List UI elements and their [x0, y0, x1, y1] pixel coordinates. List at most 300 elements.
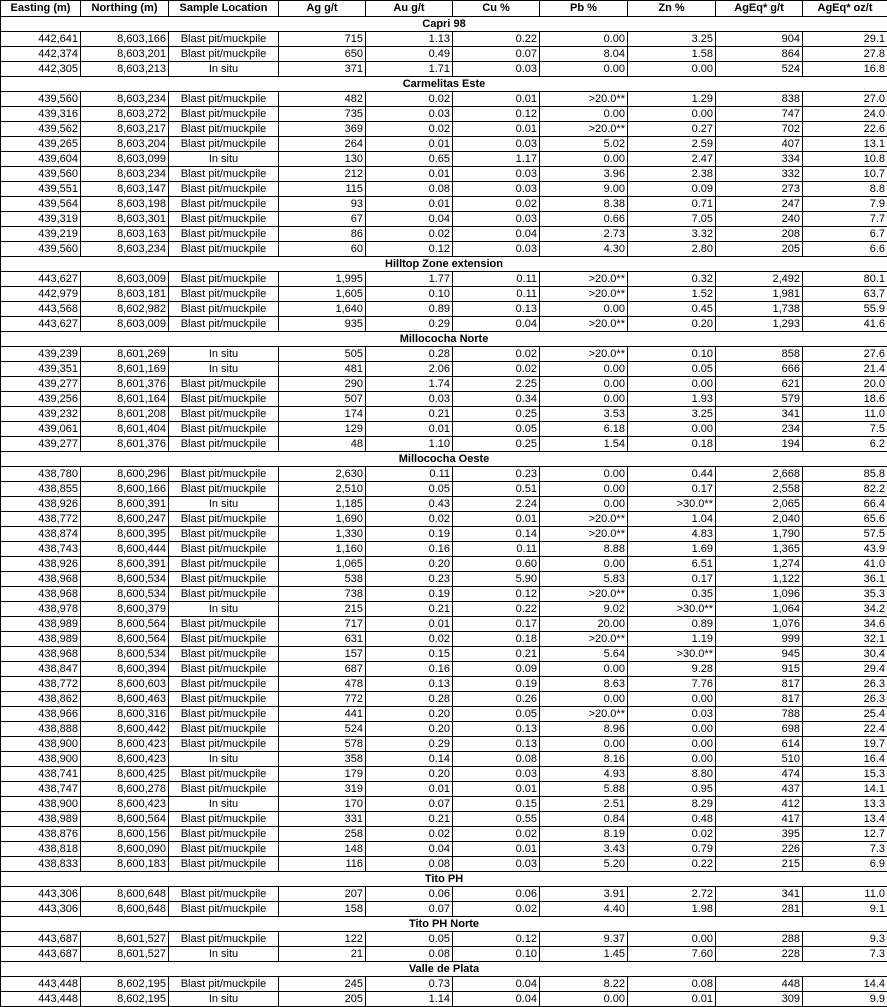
cell-northing: 8,600,534: [81, 587, 169, 602]
cell-zn: 9.28: [628, 662, 716, 677]
cell-zn: 4.83: [628, 527, 716, 542]
cell-pb: >20.0**: [540, 527, 628, 542]
cell-easting: 438,978: [1, 602, 81, 617]
cell-ag: 67: [279, 212, 366, 227]
cell-cu: 0.02: [453, 347, 540, 362]
table-row: [1, 812, 887, 827]
cell-easting: 438,966: [1, 707, 81, 722]
cell-ag: 2,510: [279, 482, 366, 497]
cell-easting: 439,560: [1, 242, 81, 257]
cell-ageq-gt: 788: [716, 707, 803, 722]
cell-ageq-ozt: 7.5: [803, 422, 887, 437]
cell-cu: 0.22: [453, 32, 540, 47]
table-row: [1, 122, 887, 137]
table-row: [1, 887, 887, 902]
cell-ag: 505: [279, 347, 366, 362]
table-row: [1, 197, 887, 212]
cell-ag: 650: [279, 47, 366, 62]
cell-zn: 0.00: [628, 737, 716, 752]
cell-cu: 0.13: [453, 302, 540, 317]
cell-zn: 0.18: [628, 437, 716, 452]
cell-easting: 443,568: [1, 302, 81, 317]
cell-sample-location: Blast pit/muckpile: [169, 392, 279, 407]
cell-pb: >20.0**: [540, 632, 628, 647]
header-ageq-gt: AgEq* g/t: [716, 1, 803, 17]
cell-au: 0.12: [366, 242, 453, 257]
section-header-row: [1, 257, 887, 272]
cell-sample-location: Blast pit/muckpile: [169, 812, 279, 827]
cell-ageq-gt: 1,076: [716, 617, 803, 632]
cell-ageq-gt: 1,790: [716, 527, 803, 542]
cell-ag: 735: [279, 107, 366, 122]
cell-cu: 0.19: [453, 677, 540, 692]
cell-northing: 8,603,213: [81, 62, 169, 77]
table-row: [1, 572, 887, 587]
cell-easting: 443,448: [1, 977, 81, 992]
cell-pb: 0.00: [540, 662, 628, 677]
cell-cu: 0.01: [453, 122, 540, 137]
cell-ag: 60: [279, 242, 366, 257]
table-row: [1, 722, 887, 737]
cell-northing: 8,600,534: [81, 572, 169, 587]
cell-ageq-ozt: 36.1: [803, 572, 887, 587]
cell-ageq-gt: 1,122: [716, 572, 803, 587]
cell-northing: 8,600,166: [81, 482, 169, 497]
cell-northing: 8,603,147: [81, 182, 169, 197]
cell-easting: 439,560: [1, 167, 81, 182]
cell-ageq-ozt: 27.6: [803, 347, 887, 362]
table-row: [1, 407, 887, 422]
cell-ageq-gt: 2,040: [716, 512, 803, 527]
header-easting: Easting (m): [1, 1, 81, 17]
cell-northing: 8,602,195: [81, 992, 169, 1007]
cell-ag: 331: [279, 812, 366, 827]
cell-ageq-ozt: 29.1: [803, 32, 887, 47]
cell-ageq-ozt: 26.3: [803, 677, 887, 692]
table-row: [1, 467, 887, 482]
cell-zn: 3.25: [628, 407, 716, 422]
cell-ageq-ozt: 14.1: [803, 782, 887, 797]
cell-ag: 86: [279, 227, 366, 242]
cell-pb: 8.22: [540, 977, 628, 992]
cell-au: 0.07: [366, 902, 453, 917]
cell-ageq-gt: 1,365: [716, 542, 803, 557]
cell-pb: 8.19: [540, 827, 628, 842]
cell-ag: 148: [279, 842, 366, 857]
cell-northing: 8,603,009: [81, 317, 169, 332]
cell-ag: 1,185: [279, 497, 366, 512]
cell-ageq-ozt: 16.4: [803, 752, 887, 767]
table-header: [1, 1, 887, 17]
cell-ageq-gt: 226: [716, 842, 803, 857]
cell-au: 0.07: [366, 797, 453, 812]
table-row: [1, 977, 887, 992]
cell-sample-location: Blast pit/muckpile: [169, 692, 279, 707]
table-row: [1, 317, 887, 332]
table-row: [1, 497, 887, 512]
cell-cu: 0.02: [453, 827, 540, 842]
cell-pb: >20.0**: [540, 512, 628, 527]
cell-sample-location: Blast pit/muckpile: [169, 212, 279, 227]
cell-ageq-ozt: 6.9: [803, 857, 887, 872]
cell-pb: 8.88: [540, 542, 628, 557]
table-row: [1, 272, 887, 287]
cell-pb: 0.00: [540, 62, 628, 77]
cell-ageq-gt: 474: [716, 767, 803, 782]
cell-ageq-gt: 621: [716, 377, 803, 392]
table-row: [1, 797, 887, 812]
cell-northing: 8,601,527: [81, 947, 169, 962]
cell-pb: 3.43: [540, 842, 628, 857]
cell-au: 0.02: [366, 827, 453, 842]
cell-northing: 8,602,982: [81, 302, 169, 317]
cell-easting: 438,989: [1, 812, 81, 827]
cell-ag: 1,690: [279, 512, 366, 527]
cell-au: 0.20: [366, 707, 453, 722]
cell-zn: 1.98: [628, 902, 716, 917]
cell-zn: 0.44: [628, 467, 716, 482]
cell-sample-location: In situ: [169, 992, 279, 1007]
header-pb: Pb %: [540, 1, 628, 17]
cell-pb: 5.02: [540, 137, 628, 152]
cell-easting: 438,926: [1, 497, 81, 512]
cell-northing: 8,601,164: [81, 392, 169, 407]
cell-northing: 8,601,404: [81, 422, 169, 437]
cell-northing: 8,601,269: [81, 347, 169, 362]
cell-ag: 158: [279, 902, 366, 917]
cell-ag: 21: [279, 947, 366, 962]
cell-cu: 0.13: [453, 722, 540, 737]
cell-ag: 290: [279, 377, 366, 392]
cell-ageq-gt: 215: [716, 857, 803, 872]
cell-sample-location: Blast pit/muckpile: [169, 197, 279, 212]
cell-easting: 439,316: [1, 107, 81, 122]
cell-easting: 439,319: [1, 212, 81, 227]
cell-easting: 438,874: [1, 527, 81, 542]
cell-pb: >20.0**: [540, 122, 628, 137]
cell-au: 1.77: [366, 272, 453, 287]
cell-ag: 1,065: [279, 557, 366, 572]
cell-au: 0.20: [366, 767, 453, 782]
cell-northing: 8,603,234: [81, 92, 169, 107]
cell-au: 0.49: [366, 47, 453, 62]
cell-northing: 8,603,201: [81, 47, 169, 62]
cell-ageq-ozt: 6.6: [803, 242, 887, 257]
header-au: Au g/t: [366, 1, 453, 17]
cell-easting: 438,855: [1, 482, 81, 497]
cell-northing: 8,601,376: [81, 377, 169, 392]
cell-ageq-gt: 904: [716, 32, 803, 47]
cell-ag: 738: [279, 587, 366, 602]
cell-easting: 443,687: [1, 947, 81, 962]
cell-au: 0.14: [366, 752, 453, 767]
cell-northing: 8,600,156: [81, 827, 169, 842]
cell-northing: 8,603,234: [81, 242, 169, 257]
cell-ageq-ozt: 27.8: [803, 47, 887, 62]
table-row: [1, 437, 887, 452]
table-row: [1, 182, 887, 197]
cell-sample-location: Blast pit/muckpile: [169, 662, 279, 677]
cell-zn: >30.0**: [628, 602, 716, 617]
cell-cu: 0.60: [453, 557, 540, 572]
cell-zn: 0.00: [628, 692, 716, 707]
cell-ageq-gt: 579: [716, 392, 803, 407]
cell-zn: 0.01: [628, 992, 716, 1007]
cell-ageq-ozt: 24.0: [803, 107, 887, 122]
cell-au: 0.01: [366, 422, 453, 437]
cell-sample-location: Blast pit/muckpile: [169, 902, 279, 917]
cell-pb: 20.00: [540, 617, 628, 632]
table-row: [1, 287, 887, 302]
cell-au: 1.14: [366, 992, 453, 1007]
cell-au: 0.02: [366, 92, 453, 107]
cell-easting: 442,305: [1, 62, 81, 77]
cell-cu: 0.03: [453, 62, 540, 77]
cell-ageq-gt: 702: [716, 122, 803, 137]
cell-ageq-gt: 194: [716, 437, 803, 452]
cell-zn: 8.80: [628, 767, 716, 782]
cell-sample-location: Blast pit/muckpile: [169, 92, 279, 107]
cell-pb: 9.02: [540, 602, 628, 617]
cell-ag: 358: [279, 752, 366, 767]
section-header-row: [1, 962, 887, 977]
cell-zn: 2.38: [628, 167, 716, 182]
cell-ag: 687: [279, 662, 366, 677]
cell-sample-location: Blast pit/muckpile: [169, 647, 279, 662]
cell-zn: 3.25: [628, 32, 716, 47]
cell-cu: 0.55: [453, 812, 540, 827]
cell-cu: 0.03: [453, 857, 540, 872]
cell-northing: 8,600,648: [81, 902, 169, 917]
section-header-row: [1, 17, 887, 32]
cell-cu: 0.01: [453, 782, 540, 797]
section-title: Carmelitas Este: [1, 77, 887, 92]
cell-zn: 2.80: [628, 242, 716, 257]
cell-ag: 631: [279, 632, 366, 647]
cell-ageq-gt: 747: [716, 107, 803, 122]
table-row: [1, 392, 887, 407]
section-header-row: [1, 917, 887, 932]
cell-ageq-ozt: 30.4: [803, 647, 887, 662]
cell-ageq-ozt: 22.4: [803, 722, 887, 737]
cell-ag: 1,330: [279, 527, 366, 542]
cell-ageq-ozt: 16.8: [803, 62, 887, 77]
cell-ag: 258: [279, 827, 366, 842]
cell-northing: 8,600,423: [81, 737, 169, 752]
cell-zn: 6.51: [628, 557, 716, 572]
cell-au: 0.03: [366, 392, 453, 407]
cell-au: 0.10: [366, 287, 453, 302]
cell-au: 0.43: [366, 497, 453, 512]
cell-ageq-ozt: 6.7: [803, 227, 887, 242]
cell-ag: 1,995: [279, 272, 366, 287]
cell-sample-location: Blast pit/muckpile: [169, 767, 279, 782]
cell-au: 2.06: [366, 362, 453, 377]
cell-sample-location: Blast pit/muckpile: [169, 437, 279, 452]
cell-easting: 442,641: [1, 32, 81, 47]
table-row: [1, 632, 887, 647]
cell-au: 0.08: [366, 182, 453, 197]
table-row: [1, 62, 887, 77]
cell-pb: 0.00: [540, 392, 628, 407]
section-header-row: [1, 452, 887, 467]
table-row: [1, 752, 887, 767]
cell-easting: 439,277: [1, 377, 81, 392]
cell-northing: 8,600,444: [81, 542, 169, 557]
table-row: [1, 347, 887, 362]
cell-ageq-gt: 228: [716, 947, 803, 962]
cell-zn: 0.79: [628, 842, 716, 857]
cell-ageq-gt: 407: [716, 137, 803, 152]
cell-ageq-gt: 614: [716, 737, 803, 752]
cell-northing: 8,600,648: [81, 887, 169, 902]
cell-ageq-gt: 288: [716, 932, 803, 947]
cell-sample-location: Blast pit/muckpile: [169, 467, 279, 482]
cell-cu: 0.01: [453, 92, 540, 107]
cell-sample-location: Blast pit/muckpile: [169, 137, 279, 152]
cell-zn: 0.20: [628, 317, 716, 332]
cell-northing: 8,600,278: [81, 782, 169, 797]
cell-ageq-gt: 281: [716, 902, 803, 917]
cell-cu: 0.25: [453, 407, 540, 422]
cell-ageq-ozt: 9.1: [803, 902, 887, 917]
cell-au: 0.29: [366, 317, 453, 332]
cell-ageq-ozt: 7.3: [803, 947, 887, 962]
cell-zn: 0.48: [628, 812, 716, 827]
cell-zn: 1.29: [628, 92, 716, 107]
cell-sample-location: Blast pit/muckpile: [169, 572, 279, 587]
cell-ag: 319: [279, 782, 366, 797]
table-row: [1, 302, 887, 317]
cell-ageq-gt: 2,668: [716, 467, 803, 482]
cell-cu: 0.01: [453, 842, 540, 857]
cell-ag: 179: [279, 767, 366, 782]
cell-northing: 8,600,603: [81, 677, 169, 692]
cell-pb: 0.00: [540, 992, 628, 1007]
cell-pb: 8.38: [540, 197, 628, 212]
cell-cu: 0.34: [453, 392, 540, 407]
table-row: [1, 167, 887, 182]
cell-sample-location: Blast pit/muckpile: [169, 542, 279, 557]
cell-ag: 538: [279, 572, 366, 587]
table-row: [1, 422, 887, 437]
cell-cu: 0.11: [453, 287, 540, 302]
cell-easting: 442,374: [1, 47, 81, 62]
cell-ag: 717: [279, 617, 366, 632]
header-row: [1, 1, 887, 17]
cell-cu: 0.15: [453, 797, 540, 812]
cell-easting: 438,780: [1, 467, 81, 482]
cell-ageq-ozt: 8.8: [803, 182, 887, 197]
cell-northing: 8,600,463: [81, 692, 169, 707]
cell-sample-location: Blast pit/muckpile: [169, 707, 279, 722]
cell-ag: 129: [279, 422, 366, 437]
cell-zn: 1.19: [628, 632, 716, 647]
cell-pb: >20.0**: [540, 347, 628, 362]
cell-ageq-gt: 273: [716, 182, 803, 197]
cell-ag: 715: [279, 32, 366, 47]
cell-cu: 0.03: [453, 767, 540, 782]
cell-au: 0.08: [366, 947, 453, 962]
cell-ageq-ozt: 25.4: [803, 707, 887, 722]
cell-sample-location: Blast pit/muckpile: [169, 242, 279, 257]
cell-au: 1.74: [366, 377, 453, 392]
table-row: [1, 662, 887, 677]
cell-cu: 0.17: [453, 617, 540, 632]
cell-ageq-gt: 864: [716, 47, 803, 62]
cell-ageq-ozt: 13.4: [803, 812, 887, 827]
cell-cu: 0.05: [453, 422, 540, 437]
cell-ageq-gt: 1,738: [716, 302, 803, 317]
cell-sample-location: In situ: [169, 497, 279, 512]
cell-sample-location: Blast pit/muckpile: [169, 47, 279, 62]
cell-ag: 1,605: [279, 287, 366, 302]
cell-ageq-ozt: 12.7: [803, 827, 887, 842]
cell-pb: 0.00: [540, 737, 628, 752]
cell-easting: 438,968: [1, 647, 81, 662]
table-row: [1, 587, 887, 602]
cell-sample-location: Blast pit/muckpile: [169, 107, 279, 122]
cell-cu: 0.08: [453, 752, 540, 767]
cell-sample-location: Blast pit/muckpile: [169, 302, 279, 317]
cell-pb: 9.37: [540, 932, 628, 947]
table-row: [1, 377, 887, 392]
cell-au: 1.71: [366, 62, 453, 77]
cell-ageq-ozt: 9.3: [803, 932, 887, 947]
cell-cu: 0.25: [453, 437, 540, 452]
section-header-row: [1, 77, 887, 92]
cell-ag: 772: [279, 692, 366, 707]
table-row: [1, 227, 887, 242]
cell-northing: 8,600,391: [81, 497, 169, 512]
cell-ageq-ozt: 41.0: [803, 557, 887, 572]
cell-au: 0.21: [366, 812, 453, 827]
cell-au: 0.05: [366, 932, 453, 947]
cell-easting: 439,256: [1, 392, 81, 407]
cell-sample-location: Blast pit/muckpile: [169, 512, 279, 527]
cell-easting: 439,560: [1, 92, 81, 107]
cell-northing: 8,601,208: [81, 407, 169, 422]
cell-cu: 0.04: [453, 992, 540, 1007]
cell-cu: 0.11: [453, 542, 540, 557]
cell-easting: 438,772: [1, 512, 81, 527]
cell-pb: 0.84: [540, 812, 628, 827]
table-row: [1, 152, 887, 167]
cell-ag: 524: [279, 722, 366, 737]
cell-ag: 1,160: [279, 542, 366, 557]
table-row: [1, 92, 887, 107]
cell-easting: 438,772: [1, 677, 81, 692]
cell-zn: 8.29: [628, 797, 716, 812]
cell-au: 0.15: [366, 647, 453, 662]
cell-au: 0.16: [366, 662, 453, 677]
cell-ageq-gt: 817: [716, 692, 803, 707]
cell-ageq-ozt: 22.6: [803, 122, 887, 137]
cell-northing: 8,601,376: [81, 437, 169, 452]
cell-au: 0.05: [366, 482, 453, 497]
cell-sample-location: Blast pit/muckpile: [169, 977, 279, 992]
cell-au: 0.01: [366, 167, 453, 182]
cell-au: 0.73: [366, 977, 453, 992]
cell-au: 0.02: [366, 632, 453, 647]
cell-ageq-gt: 417: [716, 812, 803, 827]
cell-pb: 5.88: [540, 782, 628, 797]
cell-zn: 0.45: [628, 302, 716, 317]
cell-sample-location: In situ: [169, 947, 279, 962]
cell-sample-location: Blast pit/muckpile: [169, 887, 279, 902]
section-header-row: [1, 332, 887, 347]
cell-au: 0.03: [366, 107, 453, 122]
